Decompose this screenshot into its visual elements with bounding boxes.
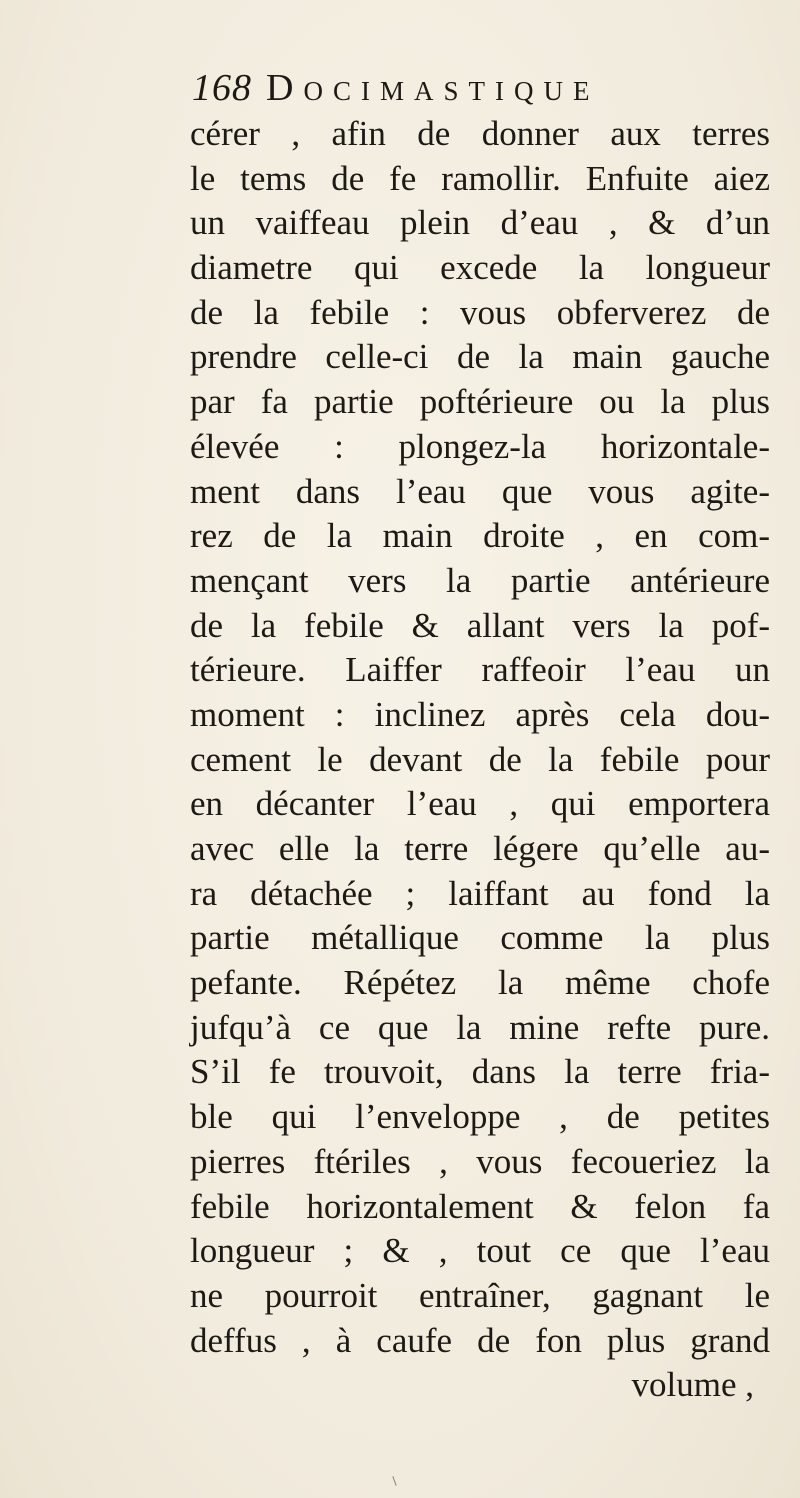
text-line: ment dans l’eau que vous agite- bbox=[190, 471, 770, 511]
text-line: un vaiffeau plein d’eau , & d’un bbox=[190, 203, 770, 243]
text-line: ra détachée ; laiffant au fond la bbox=[190, 873, 770, 913]
text-line: prendre celle-ci de la main gauche bbox=[190, 337, 770, 377]
text-line: cérer , afin de donner aux terres bbox=[190, 114, 770, 153]
text-line: ne pourroit entraîner, gagnant le bbox=[190, 1275, 770, 1315]
body-text bbox=[190, 112, 770, 1408]
text-line: ble qui l’enveloppe , de petites bbox=[190, 1097, 770, 1137]
running-title: Docimastique bbox=[266, 67, 600, 109]
text-line: partie métallique comme la plus bbox=[190, 918, 770, 958]
text-line: mençant vers la partie antérieure bbox=[190, 560, 770, 600]
text-line: pefante. Répétez la même chofe bbox=[190, 963, 770, 1003]
text-line: jufqu’à ce que la mine refte pure. bbox=[190, 1007, 770, 1047]
page-header bbox=[192, 66, 712, 116]
text-line: longueur ; & , tout ce que l’eau bbox=[190, 1231, 770, 1271]
text-line: de la febile : vous obferverez de bbox=[190, 292, 770, 332]
text-line: rez de la main droite , en com- bbox=[190, 516, 770, 556]
printer-mark bbox=[392, 1476, 396, 1486]
text-line: deffus , à caufe de fon plus grand bbox=[190, 1320, 770, 1360]
text-line: diametre qui excede la longueur bbox=[190, 248, 770, 288]
text-line: élevée : plongez-la horizontale- bbox=[190, 426, 770, 466]
text-line: cement le devant de la febile pour bbox=[190, 739, 770, 779]
text-line: pierres ftériles , vous fecoueriez la bbox=[190, 1141, 770, 1181]
catchword: volume , bbox=[631, 1365, 754, 1405]
text-line: en décanter l’eau , qui emportera bbox=[190, 784, 770, 824]
text-line: febile horizontalement & felon fa bbox=[190, 1186, 770, 1226]
page-number: 168 bbox=[192, 67, 252, 109]
text-line: le tems de fe ramollir. Enfuite aiez bbox=[190, 158, 770, 198]
text-line: par fa partie poftérieure ou la plus bbox=[190, 382, 770, 422]
text-line: avec elle la terre légere qu’elle au- bbox=[190, 829, 770, 868]
text-line: térieure. Laiffer raffeoir l’eau un bbox=[190, 650, 770, 690]
text-line: moment : inclinez après cela dou- bbox=[190, 694, 770, 734]
text-line: S’il fe trouvoit, dans la terre fria- bbox=[190, 1052, 770, 1092]
text-line: de la febile & allant vers la pof- bbox=[190, 605, 770, 645]
